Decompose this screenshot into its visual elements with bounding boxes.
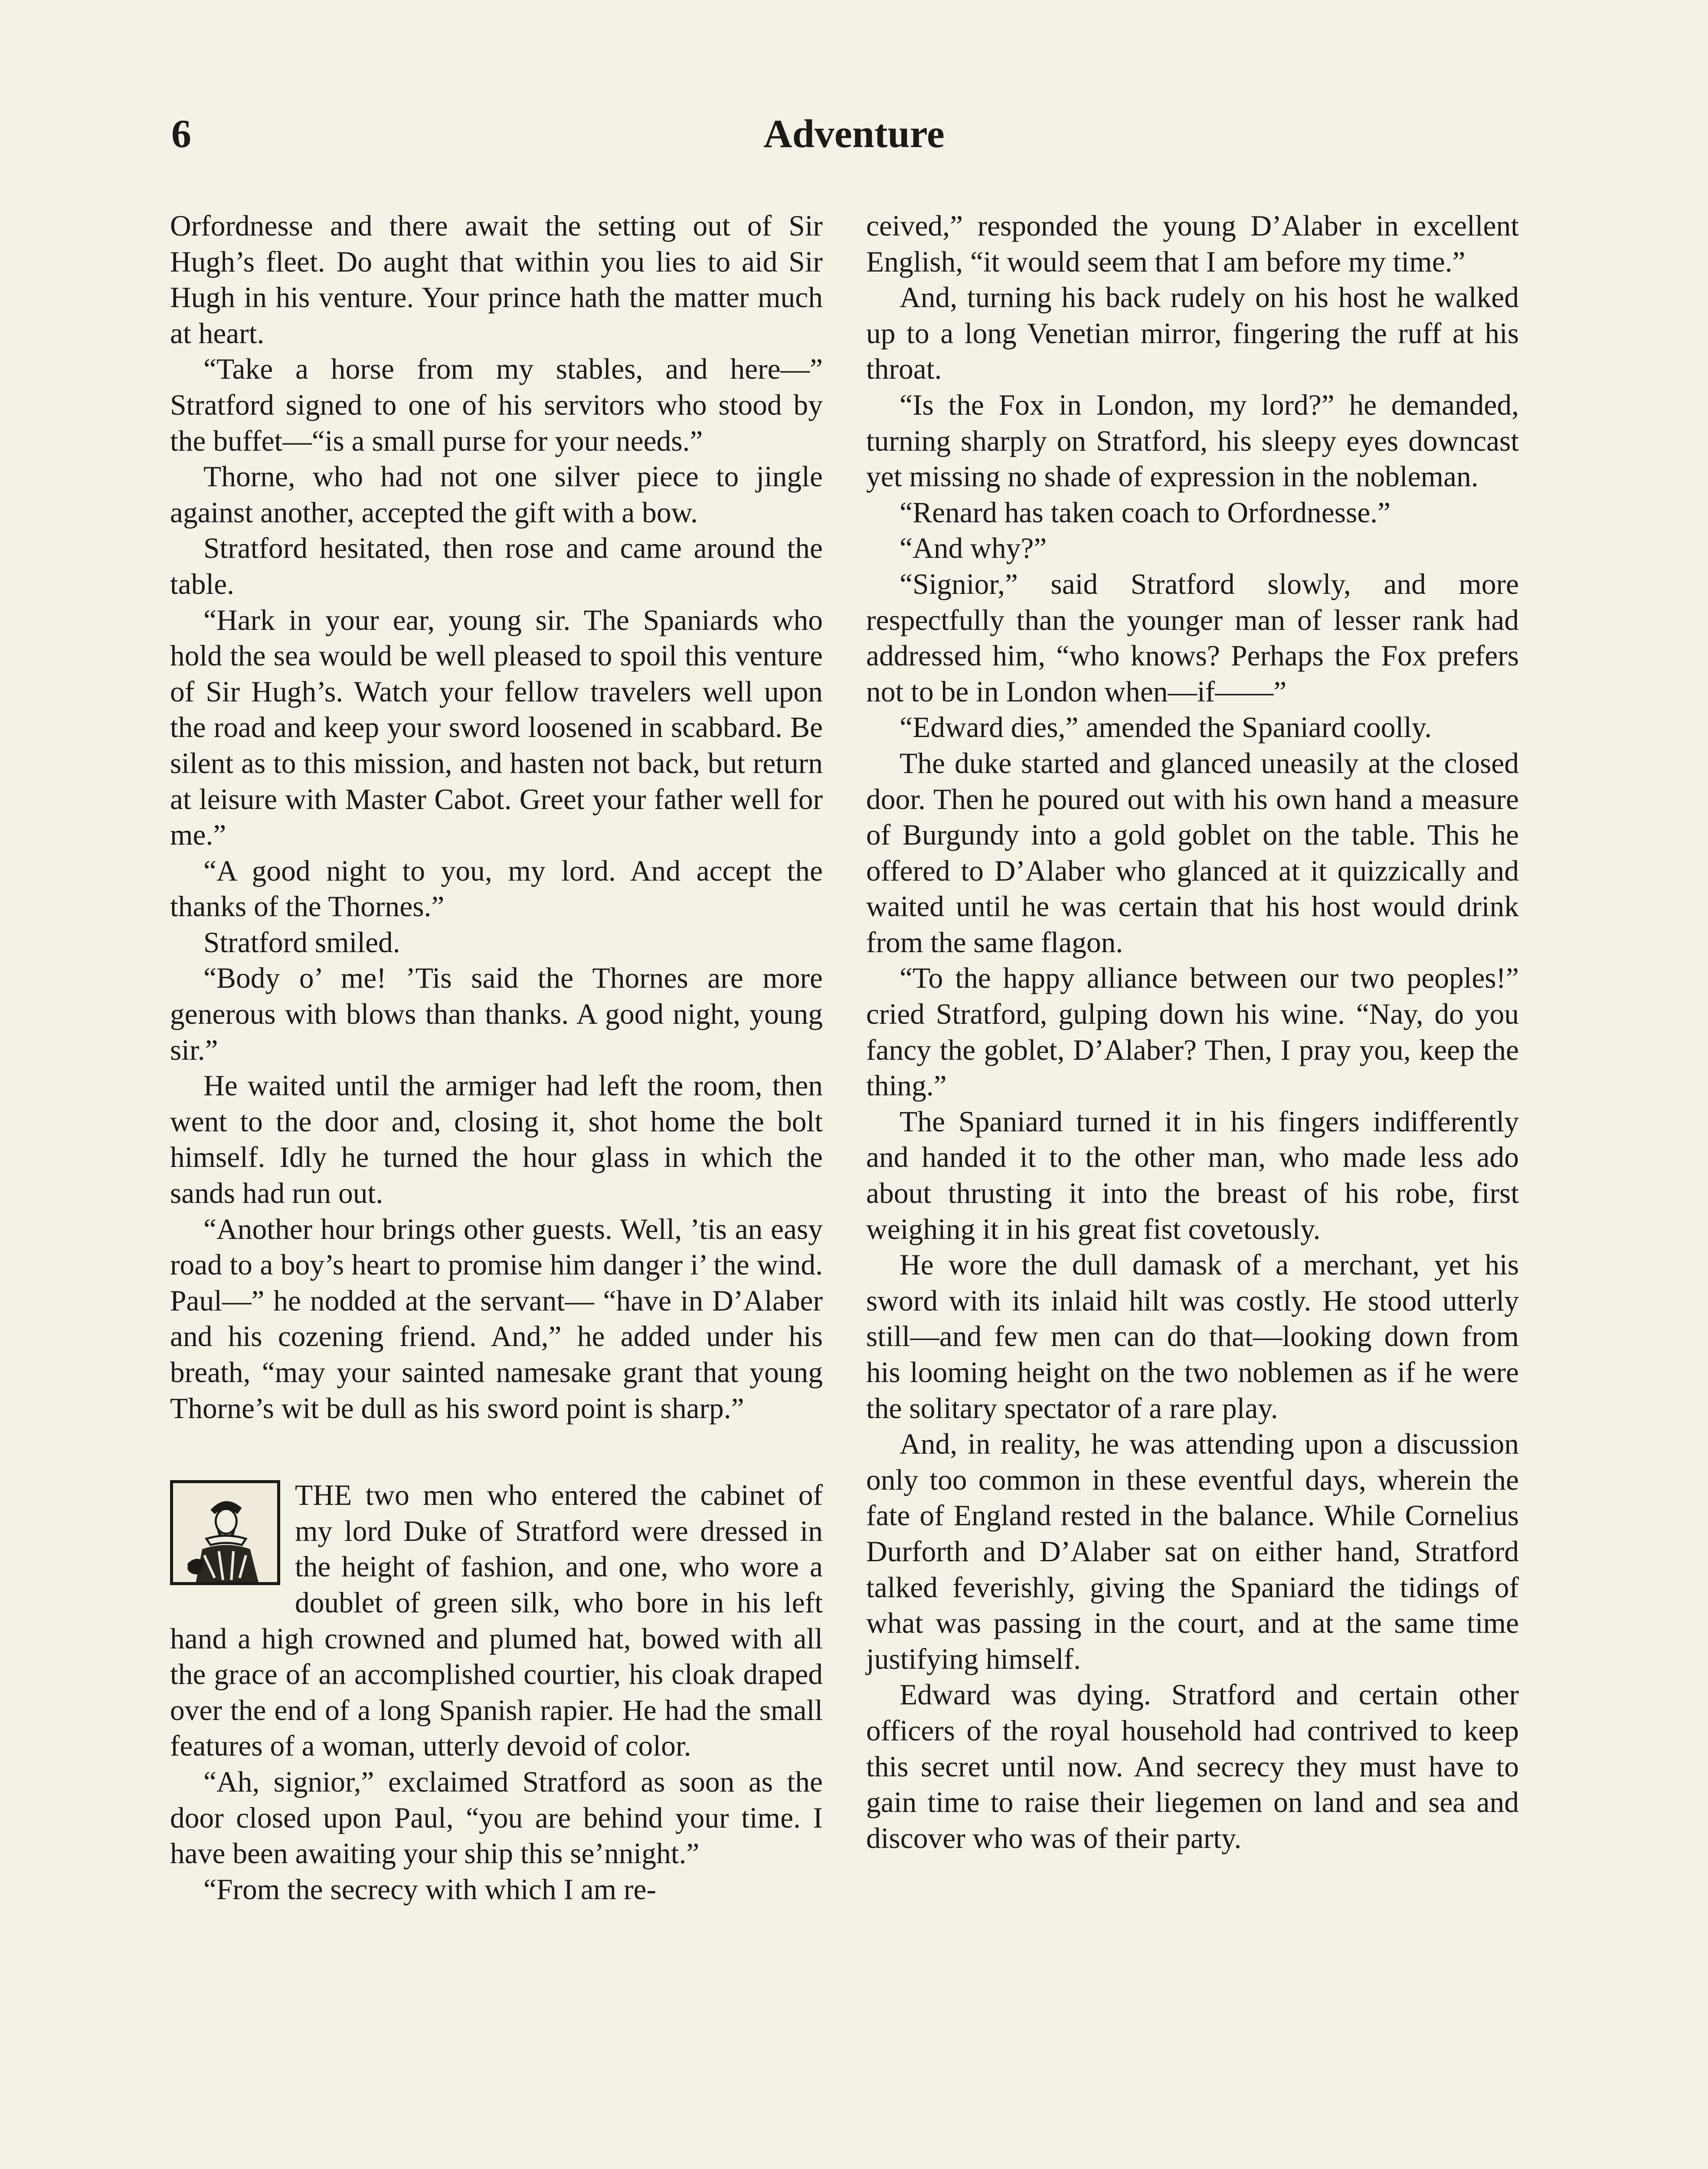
paragraph: The Spaniard turned it in his fingers indifferently and handed it to the other man, who made less ado about thrusting it into the breast of his robe, first weighing it in his great fist covetously. [866,1105,1519,1245]
paragraph: He waited until the armiger had left the room, then went to the door and, closing it, shot home the bolt himself. Idly he turned the hour glass in which the sands had run out. [170,1069,823,1210]
right-column [866,208,1519,1856]
paragraph: Stratford smiled. [203,926,400,959]
paragraph: “Hark in your ear, young sir. The Spaniards who hold the sea would be well pleased to spoil this venture of Sir Hugh’s. Watch your fellow travelers well upon the road and keep your sword loosened in scabbard. Be silent as to this mission, and hasten not back, but return at leisure with Master Cabot. Greet your father well for me.” [170,603,823,852]
paragraph: Thorne, who had not one silver piece to jingle against another, accepted the gift with a bow. [170,460,823,529]
left-column [170,208,823,1907]
paragraph: The duke started and glanced uneasily at the closed door. Then he poured out with his own hand a measure of Burgundy into a gold goblet on the table. This he offered to D’Alaber who glanced at it quizzically and waited until he was certain that his host would drink from the same flagon. [866,747,1519,959]
paragraph: “Is the Fox in London, my lord?” he demanded, turning sharply on Stratford, his sleepy eyes downcast yet missing no shade of expression in the nobleman. [866,388,1519,493]
paragraph: Stratford hesitated, then rose and came around the table. [170,532,823,600]
section-break [170,1426,823,1478]
paragraph: And, in reality, he was attending upon a discussion only too common in these eventful days, wherein the fate of England rested in the balance. While Cornelius Durforth and D’Alaber sat on either hand, Stratford talked feverishly, giving the Spaniard the tidings of what was passing in the court, and at the same time justifying himself. [866,1428,1519,1675]
page-number: 6 [171,111,191,156]
paragraph: “Renard has taken coach to Orfordnesse.” [900,496,1391,529]
paragraph: And, turning his back rudely on his host he walked up to a long Venetian mirror, fingering the ruff at his throat. [866,281,1519,386]
paragraph: “Edward dies,” amended the Spaniard coolly. [900,711,1432,744]
paragraph: “A good night to you, my lord. And accept the thanks of the Thornes.” [170,854,823,923]
paragraph: “And why?” [900,532,1047,565]
paragraph: Edward was dying. Stratford and certain other officers of the royal household had contrived to keep this secret until now. And secrecy they must have to gain time to raise their liegemen on land and sea and discover who was of their party. [866,1678,1519,1854]
paragraph: “Ah, signior,” exclaimed Stratford as soon as the door closed upon Paul, “you are behind your time. I have been awaiting your ship this se’nnight.” [170,1765,823,1870]
running-head-title: Adventure [763,111,945,156]
dropcap-illustration [170,1480,280,1585]
section-opening-paragraph: THE two men who entered the cabinet of my lord Duke of Stratford were dressed in the height of fashion, and one, who wore a doublet of green silk, who bore in his left hand a high crowned and plumed hat, bowed with all the grace of an accomplished courtier, his cloak draped over the end of a long Spanish rapier. He had the small features of a woman, utterly devoid of color. [170,1479,823,1763]
paragraph: “From the secrecy with which I am re- [203,1873,656,1906]
paragraph: “Body o’ me! ’Tis said the Thornes are more generous with blows than thanks. A good night, young sir.” [170,962,823,1066]
paragraph: ceived,” responded the young D’Alaber in excellent English, “it would seem that I am before my time.” [866,210,1519,278]
paragraph: “Another hour brings other guests. Well, ’tis an easy road to a boy’s heart to promise him danger i’ the wind. Paul—” he nodded at the servant— “have in D’Alaber and his cozening friend. And,” he added under his breath, “may your sainted namesake grant that young Thorne’s wit be dull as his sword point is sharp.” [170,1212,823,1425]
paragraph: “Take a horse from my stables, and here—” Stratford signed to one of his servitors who stood by the buffet—“is a small purse for your needs.” [170,353,823,457]
paragraph: “Signior,” said Stratford slowly, and more respectfully than the younger man of lesser rank had addressed him, “who knows? Perhaps the Fox prefers not to be in London when—if——” [866,567,1519,708]
paragraph: “To the happy alliance between our two peoples!” cried Stratford, gulping down his wine. “Nay, do you fancy the goblet, D’Alaber? Then, I pray you, keep the thing.” [866,962,1519,1102]
paragraph: Orfordnesse and there await the setting out of Sir Hugh’s fleet. Do aught that within you lies to aid Sir Hugh in his venture. Your prince hath the matter much at heart. [170,210,823,350]
cavalier-portrait-icon [173,1483,277,1582]
paragraph: He wore the dull damask of a merchant, yet his sword with its inlaid hilt was costly. He stood utterly still—and few men can do that—looking down from his looming height on the two noblemen as if he were the solitary spectator of a rare play. [866,1248,1519,1425]
